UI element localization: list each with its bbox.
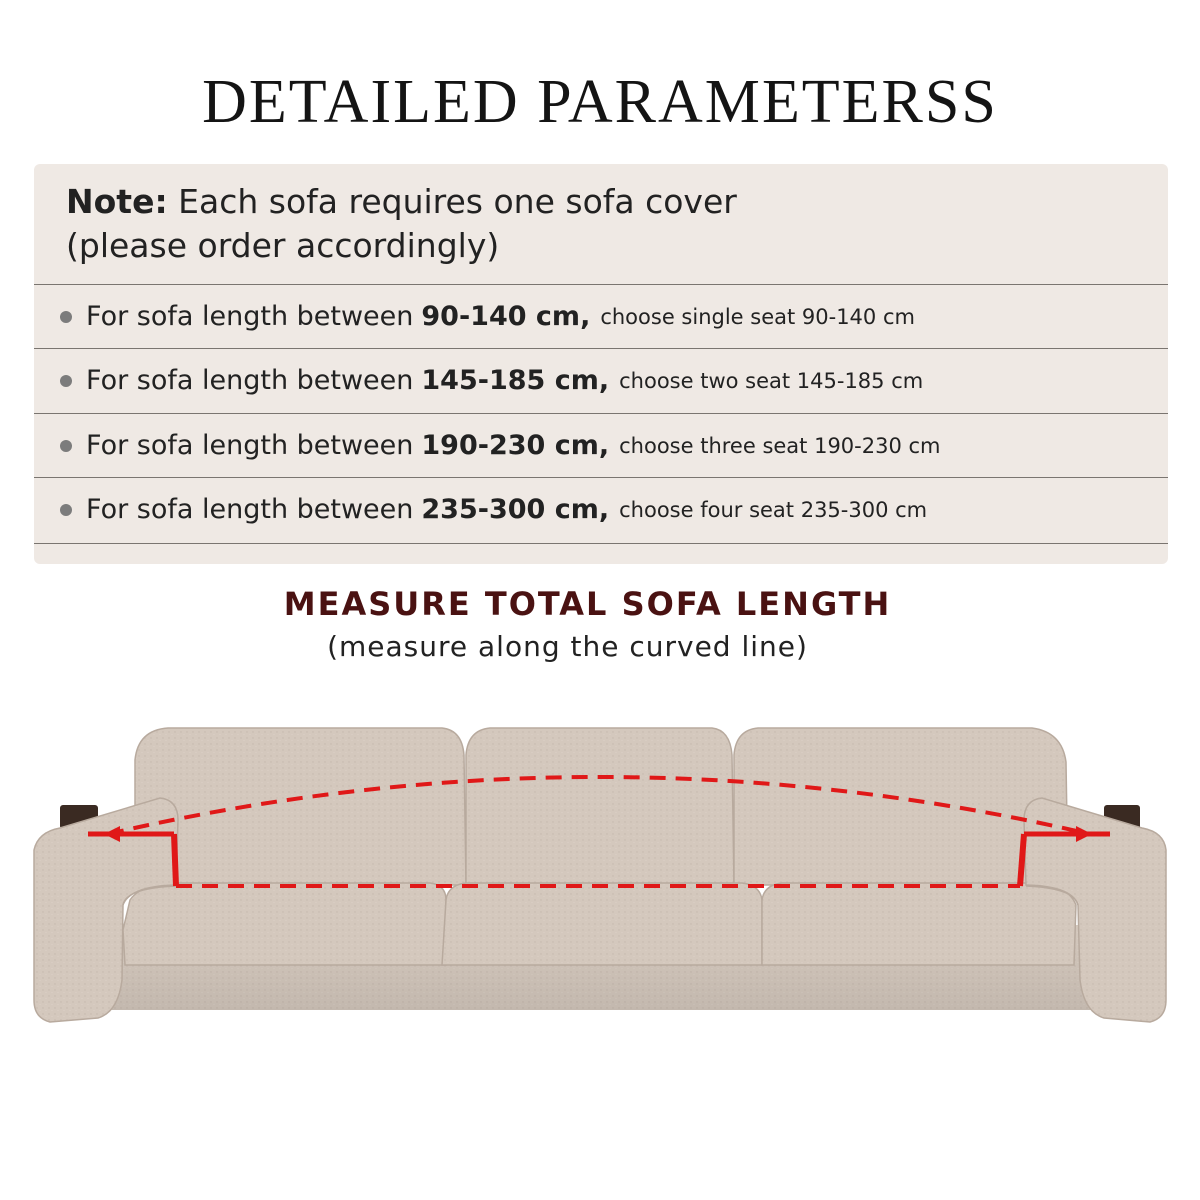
measure-title: MEASURE TOTAL SOFA LENGTH — [283, 585, 892, 623]
bullet-icon — [60, 440, 72, 452]
note-body: Each sofa requires one sofa cover — [167, 182, 737, 221]
row-lead: For sofa length between — [86, 430, 414, 461]
sofa-illustration — [0, 700, 1200, 1140]
bullet-icon — [60, 311, 72, 323]
measure-subtitle: (measure along the curved line) — [327, 630, 808, 663]
note-label: Note: — [66, 182, 168, 221]
row-choice: choose three seat 190-230 cm — [619, 433, 941, 458]
row-lead: For sofa length between — [86, 301, 414, 332]
row-choice: choose two seat 145-185 cm — [619, 368, 924, 393]
note-text — [66, 180, 1146, 268]
row-range: 145-185 cm, — [421, 365, 610, 396]
size-row — [34, 348, 1168, 412]
back-cushion — [135, 728, 466, 885]
row-choice: choose four seat 235-300 cm — [619, 497, 928, 522]
row-choice: choose single seat 90-140 cm — [600, 304, 915, 329]
bullet-icon — [60, 504, 72, 516]
page-title: DETAILED PARAMETERSS — [202, 68, 998, 136]
divider — [34, 543, 1168, 544]
parameters-panel — [34, 164, 1168, 564]
row-lead: For sofa length between — [86, 494, 414, 525]
seat-cushion — [442, 883, 762, 965]
seat-cushion — [762, 883, 1076, 965]
size-row — [34, 413, 1168, 477]
bullet-icon — [60, 375, 72, 387]
size-row — [34, 477, 1168, 541]
note-body-2: (please order accordingly) — [66, 226, 500, 265]
seat-cushion — [123, 883, 446, 965]
row-range: 90-140 cm, — [421, 301, 591, 332]
row-lead: For sofa length between — [86, 365, 414, 396]
row-range: 190-230 cm, — [421, 430, 610, 461]
row-range: 235-300 cm, — [421, 494, 610, 525]
back-cushion — [466, 728, 734, 885]
back-cushion — [734, 728, 1068, 885]
size-row — [34, 284, 1168, 348]
